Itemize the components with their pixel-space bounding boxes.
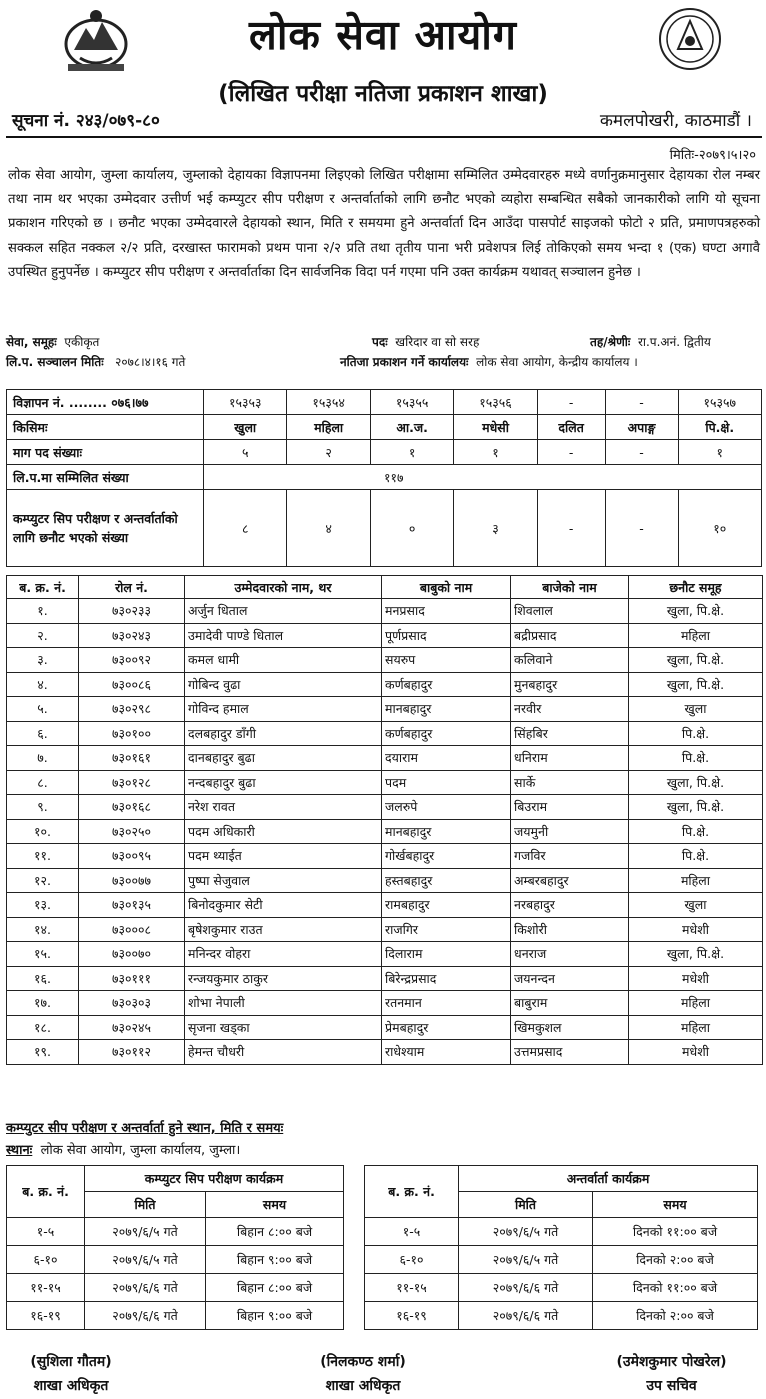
serial-range-cell: १-५ (365, 1218, 459, 1246)
signature-block (298, 1350, 428, 1398)
table-row (7, 1246, 344, 1274)
date-cell: २०७९/६/६ गते (85, 1302, 206, 1330)
date-cell: २०७९/६/५ गते (85, 1246, 206, 1274)
signatory-title: उप सचिव (646, 1378, 697, 1394)
serial-range-cell: ११-१५ (365, 1274, 459, 1302)
roll-number-cell: ७३०१३५ (79, 893, 185, 918)
serial-cell: ७. (7, 746, 79, 771)
selection-group-cell: मधेशी (629, 1040, 763, 1065)
roll-number-cell: ७३०२५० (79, 819, 185, 844)
grandfather-name-cell: जयमुनी (511, 819, 629, 844)
demand-cell: १ (454, 440, 537, 465)
selection-group-cell: खुला (629, 893, 763, 918)
signatory-title: शाखा अधिकृत (325, 1378, 401, 1394)
serial-cell: २. (7, 623, 79, 648)
selection-group-cell: खुला (629, 697, 763, 722)
father-name-cell: बिरेन्द्रप्रसाद (382, 966, 511, 991)
roll-number-cell: ७३००९५ (79, 844, 185, 869)
grandfather-name-cell: किशोरी (511, 917, 629, 942)
candidate-name-cell: सृजना खड्का (185, 1015, 382, 1040)
candidates-body (7, 599, 763, 1065)
date-cell: २०७९/६/५ गते (85, 1218, 206, 1246)
roll-number-cell: ७३००८६ (79, 672, 185, 697)
candidate-name-cell: पदम थ्याईत (185, 844, 382, 869)
table-row (7, 623, 763, 648)
selection-group-cell: खुला, पि.क्षे. (629, 648, 763, 673)
table-row (7, 1040, 763, 1065)
time-cell: दिनको २:०० बजे (593, 1302, 758, 1330)
post-field (372, 333, 479, 350)
ad-number-cell: १५३५७ (678, 390, 761, 415)
notice-date: मितिः-२०७९।५।२० (669, 148, 756, 163)
sn-header: ब. क्र. नं. (365, 1166, 459, 1218)
signature-block (584, 1350, 759, 1398)
level-label: तह/श्रेणीः (590, 335, 631, 349)
table-row (7, 795, 763, 820)
candidate-name-cell: रन्जयकुमार ठाकुर (185, 966, 382, 991)
selection-group-cell: खुला, पि.क्षे. (629, 599, 763, 624)
column-header: उम्मेदवारको नाम, थर (185, 576, 382, 599)
time-header: समय (206, 1192, 344, 1218)
column-header: बाजेको नाम (511, 576, 629, 599)
table-row (7, 599, 763, 624)
participants-count: ११७ (204, 465, 762, 490)
demand-cell: २ (287, 440, 370, 465)
demand-cell: १ (370, 440, 453, 465)
father-name-cell: मानबहादुर (382, 697, 511, 722)
date-cell: २०७९/६/६ गते (85, 1274, 206, 1302)
grandfather-name-cell: धनिराम (511, 746, 629, 771)
demand-cell: - (605, 440, 678, 465)
ad-number-cell: - (605, 390, 678, 415)
date-header: मिति (459, 1192, 593, 1218)
candidate-name-cell: शोभा नेपाली (185, 991, 382, 1016)
serial-cell: १५. (7, 942, 79, 967)
serial-cell: १३. (7, 893, 79, 918)
office-address: कमलपोखरी, काठमाडौं । (599, 111, 752, 131)
candidate-name-cell: मनिन्दर वोहरा (185, 942, 382, 967)
father-name-cell: गोर्खबहादुर (382, 844, 511, 869)
ad-number-cell: १५३५३ (204, 390, 287, 415)
grandfather-name-cell: जयनन्दन (511, 966, 629, 991)
table-row (365, 1246, 758, 1274)
serial-cell: ९. (7, 795, 79, 820)
date-header: मिति (85, 1192, 206, 1218)
father-name-cell: पूर्णप्रसाद (382, 623, 511, 648)
type-label: किसिमः (7, 415, 204, 440)
interview-schedule-table (364, 1165, 758, 1330)
serial-range-cell: ११-१५ (7, 1274, 85, 1302)
candidate-name-cell: नन्दबहादुर बुढा (185, 770, 382, 795)
demand-row (7, 440, 762, 465)
place-value: लोक सेवा आयोग, जुम्ला कार्यालय, जुम्ला। (40, 1143, 241, 1158)
table-row (7, 746, 763, 771)
post-value: खरिदार वा सो सरह (395, 335, 480, 349)
grandfather-name-cell: मुनबहादुर (511, 672, 629, 697)
serial-range-cell: ६-१० (365, 1246, 459, 1274)
level-value: रा.प.अनं. द्वितीय (637, 335, 711, 349)
candidate-name-cell: दलबहादुर डाँगी (185, 721, 382, 746)
demand-cell: १ (678, 440, 761, 465)
table-row (7, 648, 763, 673)
father-name-cell: मानबहादुर (382, 819, 511, 844)
serial-cell: १७. (7, 991, 79, 1016)
selection-group-cell: महिला (629, 991, 763, 1016)
table-row (7, 1302, 344, 1330)
selection-group-cell: खुला, पि.क्षे. (629, 942, 763, 967)
table-row (365, 1274, 758, 1302)
page-title: लोक सेवा आयोग (249, 11, 517, 59)
type-cell: खुला (204, 415, 287, 440)
table-row (7, 942, 763, 967)
father-name-cell: राजगिर (382, 917, 511, 942)
selected-cell: ० (370, 490, 453, 567)
candidate-name-cell: उमादेवी पाण्डे धिताल (185, 623, 382, 648)
table-row (7, 991, 763, 1016)
table-row (7, 697, 763, 722)
service-label: सेवा, समूहः (6, 335, 57, 349)
column-header: रोल नं. (79, 576, 185, 599)
selection-group-cell: मधेशी (629, 917, 763, 942)
grandfather-name-cell: धनराज (511, 942, 629, 967)
selection-group-cell: महिला (629, 868, 763, 893)
roll-number-cell: ७३०१११ (79, 966, 185, 991)
schedule-place (6, 1140, 240, 1158)
father-name-cell: रामबहादुर (382, 893, 511, 918)
selection-group-cell: खुला, पि.क्षे. (629, 672, 763, 697)
page-subtitle: (लिखित परीक्षा नतिजा प्रकाशन शाखा) (218, 81, 548, 107)
selected-cell: - (537, 490, 605, 567)
table-row (365, 1218, 758, 1246)
candidate-name-cell: गोविन्द हमाल (185, 697, 382, 722)
selection-group-cell: महिला (629, 623, 763, 648)
father-name-cell: दिलाराम (382, 942, 511, 967)
column-header: छनौट समूह (629, 576, 763, 599)
candidate-name-cell: पुष्पा सेजुवाल (185, 868, 382, 893)
selected-cell: ३ (454, 490, 537, 567)
exam-date-label: लि.प. सञ्चालन मितिः (6, 355, 104, 369)
grandfather-name-cell: कलिवाने (511, 648, 629, 673)
time-header: समय (593, 1192, 758, 1218)
column-header: ब. क्र. नं. (7, 576, 79, 599)
place-label: स्थानः (6, 1143, 33, 1158)
table-row (7, 672, 763, 697)
signatory-name: (उमेशकुमार पोखरेल) (616, 1354, 727, 1370)
father-name-cell: मनप्रसाद (382, 599, 511, 624)
roll-number-cell: ७३००७७ (79, 868, 185, 893)
selected-cell: १० (678, 490, 761, 567)
selection-group-cell: महिला (629, 1015, 763, 1040)
ad-number-label: विज्ञापन नं. ........ ०७६।७७ (7, 390, 204, 415)
candidate-name-cell: अर्जुन धिताल (185, 599, 382, 624)
type-cell: मधेसी (454, 415, 537, 440)
serial-cell: १८. (7, 1015, 79, 1040)
type-cell: अपाङ्ग (605, 415, 678, 440)
table-row (7, 1274, 344, 1302)
serial-cell: ४. (7, 672, 79, 697)
grandfather-name-cell: बिउराम (511, 795, 629, 820)
selection-group-cell: खुला, पि.क्षे. (629, 770, 763, 795)
serial-range-cell: १-५ (7, 1218, 85, 1246)
table-row (7, 721, 763, 746)
father-name-cell: जलरुपे (382, 795, 511, 820)
selected-row (7, 490, 762, 567)
grandfather-name-cell: सार्के (511, 770, 629, 795)
selected-cell: ४ (287, 490, 370, 567)
selection-group-cell: पि.क्षे. (629, 721, 763, 746)
post-label: पदः (372, 335, 388, 349)
date-cell: २०७९/६/५ गते (459, 1218, 593, 1246)
serial-cell: १६. (7, 966, 79, 991)
service-value: एकीकृत (64, 335, 100, 349)
computer-test-title: कम्प्युटर सिप परीक्षण कार्यक्रम (85, 1166, 344, 1192)
serial-cell: १२. (7, 868, 79, 893)
type-row (7, 415, 762, 440)
signatory-name: (सुशिला गौतम) (30, 1354, 112, 1370)
roll-number-cell: ७३०२९८ (79, 697, 185, 722)
roll-number-cell: ७३०१६१ (79, 746, 185, 771)
grandfather-name-cell: अम्बरबहादुर (511, 868, 629, 893)
father-name-cell: दयाराम (382, 746, 511, 771)
grandfather-name-cell: बाबुराम (511, 991, 629, 1016)
demand-label: माग पद संख्याः (7, 440, 204, 465)
column-header: बाबुको नाम (382, 576, 511, 599)
signatory-title: शाखा अधिकृत (33, 1378, 109, 1394)
notice-number: सूचना नं. २४३/०७९-८० (12, 111, 160, 131)
candidate-name-cell: नरेश रावत (185, 795, 382, 820)
service-field (6, 333, 99, 350)
roll-number-cell: ७३०११२ (79, 1040, 185, 1065)
table-row (7, 966, 763, 991)
selection-group-cell: पि.क्षे. (629, 844, 763, 869)
serial-cell: १. (7, 599, 79, 624)
date-cell: २०७९/६/५ गते (459, 1246, 593, 1274)
table-row (7, 917, 763, 942)
roll-number-cell: ७३०१०० (79, 721, 185, 746)
header-divider (6, 136, 762, 138)
ad-number-cell: १५३५४ (287, 390, 370, 415)
serial-cell: ६. (7, 721, 79, 746)
selection-group-cell: पि.क्षे. (629, 746, 763, 771)
type-cell: पि.क्षे. (678, 415, 761, 440)
serial-cell: ३. (7, 648, 79, 673)
table-row (7, 1218, 344, 1246)
serial-cell: ८. (7, 770, 79, 795)
participants-row (7, 465, 762, 490)
ad-number-cell: १५३५५ (370, 390, 453, 415)
candidate-name-cell: गोबिन्द वुढा (185, 672, 382, 697)
grandfather-name-cell: सिंहबिर (511, 721, 629, 746)
serial-range-cell: १६-१९ (365, 1302, 459, 1330)
candidate-name-cell: हेमन्त चौधरी (185, 1040, 382, 1065)
interview-title: अन्तर्वार्ता कार्यक्रम (459, 1166, 758, 1192)
roll-number-cell: ७३०००८ (79, 917, 185, 942)
roll-number-cell: ७३०१६८ (79, 795, 185, 820)
time-cell: बिहान ९:०० बजे (206, 1302, 344, 1330)
level-field (590, 333, 711, 350)
office-field (340, 353, 638, 370)
signature-block (6, 1350, 136, 1398)
type-cell: महिला (287, 415, 370, 440)
schedule-heading: कम्प्युटर सीप परीक्षण र अन्तर्वार्ता हुने स्थान, मिति र समयः (6, 1121, 284, 1136)
selected-label: कम्प्युटर सिप परीक्षण र अन्तर्वार्ताको लागि छनौट भएको संख्या (7, 490, 204, 567)
candidates-header-row (7, 576, 763, 599)
roll-number-cell: ७३००७० (79, 942, 185, 967)
serial-cell: १०. (7, 819, 79, 844)
exam-date-value: २०७८।४।१६ गते (115, 355, 186, 369)
father-name-cell: कर्णबहादुर (382, 721, 511, 746)
selected-cell: - (605, 490, 678, 567)
roll-number-cell: ७३०२३३ (79, 599, 185, 624)
roll-number-cell: ७३०३०३ (79, 991, 185, 1016)
candidate-name-cell: कमल धामी (185, 648, 382, 673)
participants-label: लि.प.मा सम्मिलित संख्या (7, 465, 204, 490)
notice-body: लोक सेवा आयोग, जुम्ला कार्यालय, जुम्लाको देहायका विज्ञापनमा लिइएको लिखित परीक्षामा सम्मिलित उम्मेदवारहरु मध्ये वर्णानुक्रमानुसार देहायका रोल नम्बर तथा नाम थर भएका उम्मेदवार उत्तीर्ण भई कम्प्युटर सीप परीक्षण र अन्तर्वार्ताको लागि छनौट भएको व्यहोरा सम्बन्धित सबैको जानकारीको लागि यो सूचना प्रकाशन गरिएको छ । छनौट भएका उम्मेदवारले देहायको स्थान, मिति र समयमा हुने अन्तर्वार्ता दिन आउँदा पासपोर्ट साइजको फोटो २ प्रति, प्रमाणपत्रहरुको सक्कल सहित नक्कल २/२ प्रति, दरखास्त फारामको प्रथम पाना २/२ प्रति तथा तृतीय पाना भरी प्रवेशपत्र लिई तोकिएको समय भन्दा १ (एक) घण्टा अगावै उपस्थित हुनुपर्नेछ । कम्प्युटर सीप परीक्षण र अन्तर्वार्ताका दिन सार्वजनिक विदा पर्न गएमा पनि उक्त कार्यक्रम यथावत् सञ्चालन हुनेछ । (8, 168, 760, 280)
table-row (365, 1302, 758, 1330)
father-name-cell: हस्तबहादुर (382, 868, 511, 893)
father-name-cell: कर्णबहादुर (382, 672, 511, 697)
ad-number-cell: १५३५६ (454, 390, 537, 415)
signatory-name: (निलकण्ठ शर्मा) (320, 1354, 406, 1370)
office-label: नतिजा प्रकाशन गर्ने कार्यालयः (340, 355, 469, 369)
serial-cell: ११. (7, 844, 79, 869)
computer-test-schedule-table (6, 1165, 344, 1330)
candidate-name-cell: बिनोदकुमार सेटी (185, 893, 382, 918)
date-cell: २०७९/६/६ गते (459, 1302, 593, 1330)
father-name-cell: राधेश्याम (382, 1040, 511, 1065)
father-name-cell: पदम (382, 770, 511, 795)
selection-group-cell: पि.क्षे. (629, 819, 763, 844)
ad-number-cell: - (537, 390, 605, 415)
office-value: लोक सेवा आयोग, केन्द्रीय कार्यालय । (476, 355, 638, 369)
demand-cell: - (537, 440, 605, 465)
demand-cell: ५ (204, 440, 287, 465)
time-cell: दिनको २:०० बजे (593, 1246, 758, 1274)
roll-number-cell: ७३००९२ (79, 648, 185, 673)
grandfather-name-cell: नरबहादुर (511, 893, 629, 918)
serial-range-cell: ६-१० (7, 1246, 85, 1274)
selection-group-cell: खुला, पि.क्षे. (629, 795, 763, 820)
ad-number-row (7, 390, 762, 415)
type-cell: आ.ज. (370, 415, 453, 440)
type-cell: दलित (537, 415, 605, 440)
candidate-name-cell: बृषेशकुमार राउत (185, 917, 382, 942)
grandfather-name-cell: शिवलाल (511, 599, 629, 624)
grandfather-name-cell: गजविर (511, 844, 629, 869)
roll-number-cell: ७३०२४३ (79, 623, 185, 648)
grandfather-name-cell: बद्रीप्रसाद (511, 623, 629, 648)
time-cell: बिहान ९:०० बजे (206, 1246, 344, 1274)
table-row (7, 893, 763, 918)
grandfather-name-cell: नरवीर (511, 697, 629, 722)
time-cell: बिहान ८:०० बजे (206, 1274, 344, 1302)
selected-cell: ८ (204, 490, 287, 567)
table-row (7, 819, 763, 844)
table-row (7, 770, 763, 795)
vacancy-summary-table (6, 389, 762, 567)
time-cell: दिनको ११:०० बजे (593, 1218, 758, 1246)
table-row (7, 844, 763, 869)
candidate-name-cell: दानबहादुर बुढा (185, 746, 382, 771)
father-name-cell: सयरुप (382, 648, 511, 673)
time-cell: बिहान ८:०० बजे (206, 1218, 344, 1246)
sn-header: ब. क्र. नं. (7, 1166, 85, 1218)
table-row (7, 1015, 763, 1040)
grandfather-name-cell: खिमकुशल (511, 1015, 629, 1040)
selection-group-cell: मधेशी (629, 966, 763, 991)
serial-cell: १९. (7, 1040, 79, 1065)
serial-range-cell: १६-१९ (7, 1302, 85, 1330)
exam-date-field (6, 353, 185, 370)
grandfather-name-cell: उत्तमप्रसाद (511, 1040, 629, 1065)
father-name-cell: रतनमान (382, 991, 511, 1016)
serial-cell: १४. (7, 917, 79, 942)
father-name-cell: प्रेमबहादुर (382, 1015, 511, 1040)
roll-number-cell: ७३०१२८ (79, 770, 185, 795)
candidates-table (6, 575, 763, 1065)
table-row (7, 868, 763, 893)
date-cell: २०७९/६/६ गते (459, 1274, 593, 1302)
time-cell: दिनको ११:०० बजे (593, 1274, 758, 1302)
serial-cell: ५. (7, 697, 79, 722)
candidate-name-cell: पदम अधिकारी (185, 819, 382, 844)
roll-number-cell: ७३०२४५ (79, 1015, 185, 1040)
